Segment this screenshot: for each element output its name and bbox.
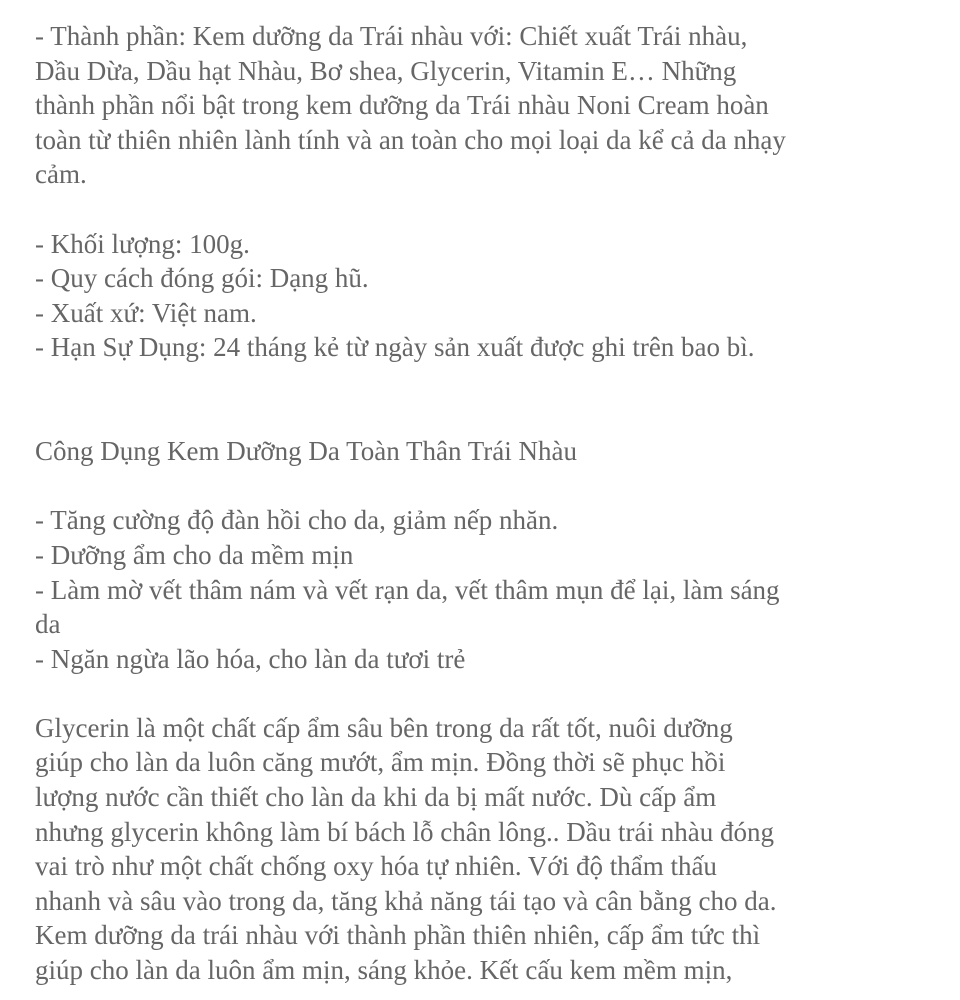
benefit-item: - Tăng cường độ đàn hồi cho da, giảm nếp nhăn. bbox=[35, 505, 559, 536]
spacer bbox=[35, 365, 915, 400]
glycerin-paragraph bbox=[35, 711, 915, 988]
spec-item: - Hạn Sự Dụng: 24 tháng kẻ từ ngày sản xuất được ghi trên bao bì. bbox=[35, 332, 755, 363]
section-heading: Công Dụng Kem Dưỡng Da Toàn Thân Trái Nhàu bbox=[35, 436, 577, 467]
text-line: Glycerin là một chất cấp ẩm sâu bên trong da rất tốt, nuôi dưỡng bbox=[35, 712, 733, 743]
benefit-item: - Làm mờ vết thâm nám và vết rạn da, vết thâm mụn để lại, làm sáng bbox=[35, 574, 780, 605]
spec-item: - Khối lượng: 100g. bbox=[35, 228, 250, 259]
benefit-item: - Dưỡng ẩm cho da mềm mịn bbox=[35, 539, 354, 570]
spacer bbox=[35, 192, 915, 227]
text-line: toàn từ thiên nhiên lành tính và an toàn cho mọi loại da kể cả da nhạy bbox=[35, 124, 786, 155]
specs-list bbox=[35, 227, 915, 365]
spec-item: - Quy cách đóng gói: Dạng hũ. bbox=[35, 263, 369, 294]
benefits-list bbox=[35, 503, 915, 676]
spacer bbox=[35, 676, 915, 711]
benefit-item: - Ngăn ngừa lão hóa, cho làn da tươi trẻ bbox=[35, 643, 466, 674]
spacer bbox=[35, 400, 915, 435]
text-line: nhưng glycerin không làm bí bách lỗ chân lông.. Dầu trái nhàu đóng bbox=[35, 816, 774, 847]
ingredients-paragraph bbox=[35, 19, 915, 192]
spec-item: - Xuất xứ: Việt nam. bbox=[35, 297, 257, 328]
text-line: lượng nước cần thiết cho làn da khi da bị mất nước. Dù cấp ẩm bbox=[35, 782, 717, 813]
benefit-item: da bbox=[35, 609, 61, 640]
text-line: thành phần nổi bật trong kem dưỡng da Trái nhàu Noni Cream hoàn bbox=[35, 90, 769, 121]
text-line: giúp cho làn da luôn ẩm mịn, sáng khỏe. Kết cấu kem mềm mịn, bbox=[35, 955, 733, 986]
text-line: cảm. bbox=[35, 159, 87, 190]
text-line: giúp cho làn da luôn căng mướt, ẩm mịn. Đồng thời sẽ phục hồi bbox=[35, 747, 726, 778]
document-body bbox=[35, 19, 915, 988]
text-line: - Thành phần: Kem dưỡng da Trái nhàu với: Chiết xuất Trái nhàu, bbox=[35, 21, 748, 51]
text-line: vai trò như một chất chống oxy hóa tự nhiên. Với độ thẩm thấu bbox=[35, 851, 717, 882]
text-line: nhanh và sâu vào trong da, tăng khả năng tái tạo và cân bằng cho da. bbox=[35, 885, 777, 916]
text-line: Kem dưỡng da trái nhàu với thành phần thiên nhiên, cấp ẩm tức thì bbox=[35, 920, 761, 951]
spacer bbox=[35, 469, 915, 504]
text-line: Dầu Dừa, Dầu hạt Nhàu, Bơ shea, Glycerin, Vitamin E… Những bbox=[35, 55, 737, 86]
